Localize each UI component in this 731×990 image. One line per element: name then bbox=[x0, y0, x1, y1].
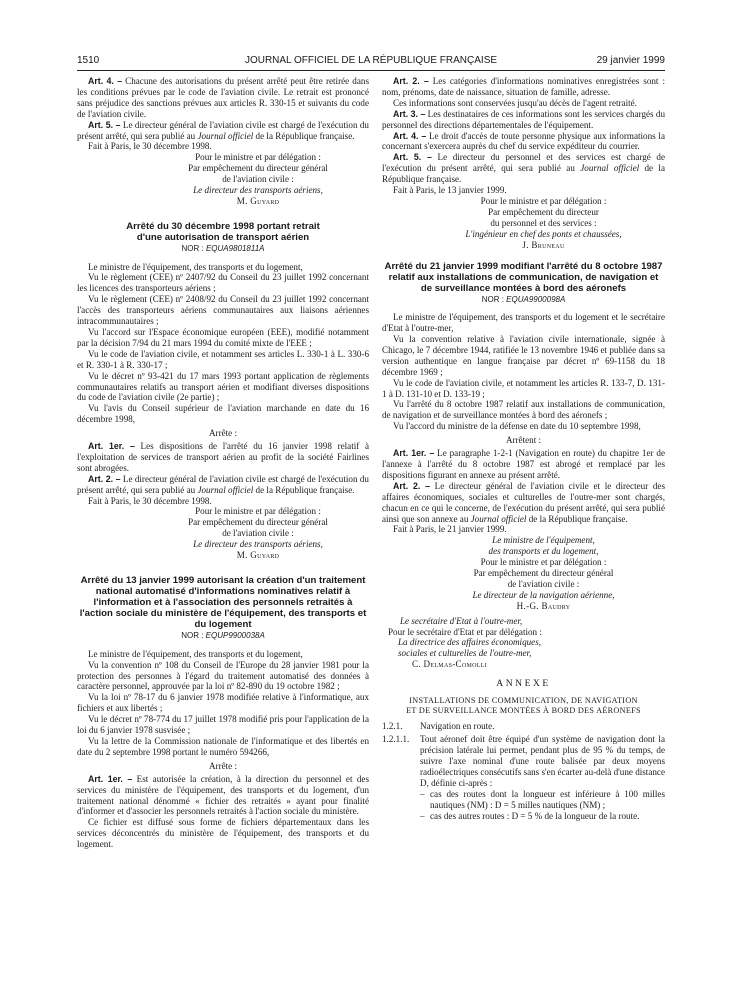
arrete-label: Arrêtent : bbox=[505, 435, 542, 446]
visa: Le ministre de l'équipement, des transports et du logement, bbox=[88, 261, 303, 272]
fait-a-paris: Fait à Paris, le 30 décembre 1998. bbox=[88, 141, 212, 152]
signature-block: Pour le ministre et par délégation : Par empêchement du directeur du personnel et des services : L'ingénieur en chef des ponts et chaussées, J. Bruneau bbox=[465, 195, 622, 250]
annexe-item: 1.2.1. Navigation en route. bbox=[382, 721, 495, 732]
article-2: Art. 2. – Le directeur général de l'aviation civile et le directeur des affaires économiques, sociales et culturelles de l'outre-mer sont chargés, chacun en ce qui le concerne, de l'exécution du présent arrêté, qui sera publié ainsi que son annexe au Journal officiel de la République française. bbox=[382, 480, 665, 524]
visa: Vu le règlement (CEE) nº 2407/92 du Conseil du 23 juillet 1992 concernant les licences des transporteurs aériens ; bbox=[77, 272, 369, 294]
annexe-heading: ANNEXE bbox=[496, 678, 551, 690]
visa: Vu la loi nº 78-17 du 6 janvier 1978 modifiée relative à l'informatique, aux fichiers et aux libertés ; bbox=[77, 692, 369, 714]
article-4: Art. 4. – Le droit d'accès de toute personne physique aux informations la concernant s'exercera auprès du chef du service expéditeur du courrier. bbox=[382, 130, 665, 152]
arrete-title: Arrêté du 30 décembre 1998 portant retrait d'une autorisation de transport aérien bbox=[126, 220, 320, 243]
annexe-dash-item: – cas des autres routes : D = 5 % de la longueur de la route. bbox=[420, 810, 640, 821]
article-2: Art. 2. – Les catégories d'informations nominatives enregistrées sont : nom, prénoms, date de naissance, situation de famille, adresse. bbox=[382, 76, 665, 97]
visa: Vu le décret nº 78-774 du 17 juillet 1978 modifié pris pour l'application de la loi du 6 janvier 1978 susvisée ; bbox=[77, 714, 369, 736]
left-column bbox=[77, 76, 369, 850]
fait-a-paris: Fait à Paris, le 21 janvier 1999. bbox=[393, 524, 507, 535]
visa: Vu le règlement (CEE) nº 2408/92 du Conseil du 23 juillet 1992 concernant l'accès des transporteurs aériens communautaires aux liaisons aériennes intracommunautaires ; bbox=[77, 294, 369, 327]
arrete-label: Arrête : bbox=[208, 760, 238, 771]
paragraph: Ces informations sont conservées jusqu'au décès de l'agent retraité. bbox=[393, 97, 637, 108]
article-1: Art. 1er. – Les dispositions de l'arrêté du 16 janvier 1998 relatif à l'exploitation de services de transport aérien au profit de la société Fairlines sont abrogées. bbox=[77, 441, 369, 473]
fait-a-paris: Fait à Paris, le 13 janvier 1999. bbox=[393, 185, 507, 196]
visa: Vu l'avis du Conseil supérieur de l'aviation marchande en date du 16 décembre 1998, bbox=[77, 403, 369, 425]
nor-reference: NOR : EQUA9900098A bbox=[481, 294, 566, 304]
visa: Le ministre de l'équipement, des transports et du logement, bbox=[88, 648, 303, 659]
visa: Vu le décret nº 93-421 du 17 mars 1993 portant application de règlements communautaires relatifs au transport aérien et modifiant diverses dispositions du code de l'aviation civile (2e partie) ; bbox=[77, 370, 369, 403]
page-number: 1510 bbox=[77, 55, 100, 66]
nor-reference: NOR : EQUP9900038A bbox=[181, 631, 265, 641]
nor-reference: NOR : EQUA9801811A bbox=[181, 243, 265, 253]
article-2: Art. 2. – Le directeur général de l'aviation civile est chargé de l'exécution du présent arrêté, qui sera publié au Journal officiel de la République française. bbox=[77, 473, 369, 495]
signature-block: Pour le ministre et par délégation : Par empêchement du directeur général de l'aviation civile : Le directeur des transports aériens, M. Guyard bbox=[188, 152, 328, 206]
visa: Vu l'accord du ministre de la défense en date du 10 septembre 1998, bbox=[393, 421, 641, 432]
signature-block-secretary: Le secrétaire d'Etat à l'outre-mer, Pour le secrétaire d'Etat et par délégation : La directrice des affaires économiques, sociales et culturelles de l'outre-mer, C. Delmas-Comolli bbox=[388, 615, 542, 670]
right-column bbox=[382, 76, 665, 822]
visa: Le ministre de l'équipement, des transports et du logement et le secrétaire d'Etat à l'outre-mer, bbox=[382, 312, 665, 334]
arrete-title: Arrêté du 21 janvier 1999 modifiant l'arrêté du 8 octobre 1987 relatif aux installations de communication, de navigation et de surveillance montées à bord des aéronefs bbox=[384, 260, 663, 294]
visa: Vu l'accord sur l'Espace économique européen (EEE), modifié notamment par la décision 7/94 du 21 mars 1994 du comité mixte de l'EEE ; bbox=[77, 326, 369, 348]
arrete-title: Arrêté du 13 janvier 1999 autorisant la création d'un traitement national automatisé d'informations nominatives relatif à l'information et à l'association des personnels retraités à l'action sociale du ministère de l'équipement, des transports et du logement bbox=[79, 575, 367, 631]
fait-a-paris: Fait à Paris, le 30 décembre 1998. bbox=[88, 495, 212, 506]
visa: Vu la convention nº 108 du Conseil de l'Europe du 28 janvier 1981 pour la protection des personnes à l'égard du traitement automatisé des données à caractère personnel, approuvée par la loi nº 82-890 du 19 octobre 1982 ; bbox=[77, 659, 369, 692]
visa: Vu la convention relative à l'aviation civile internationale, signée à Chicago, le 7 décembre 1944, ratifiée le 13 novembre 1946 et publiée dans sa version authentique en langue française par décret nº 69-1158 du 18 décembre 1969 ; bbox=[382, 334, 665, 377]
annexe-dash-item: – cas des routes dont la longueur est inférieure à 100 milles nautiques (NM) : D = 5 milles nautiques (NM) ; bbox=[420, 788, 665, 810]
header-rule bbox=[77, 70, 665, 71]
visa: Vu le code de l'aviation civile, et notamment les articles R. 133-7, D. 131-1 à D. 131-10 et D. 133-19 ; bbox=[382, 377, 665, 399]
annexe-subtitle: INSTALLATIONS DE COMMUNICATION, DE NAVIGATION ET DE SURVEILLANCE MONTÉES À BORD DES AÉRONEFS bbox=[406, 695, 641, 715]
visa: Vu l'arrêté du 8 octobre 1987 relatif aux installations de communication, de navigation et de surveillance montées à bord des aéronefs ; bbox=[382, 399, 665, 421]
signature-block-minister: Le ministre de l'équipement, des transports et du logement, Pour le ministre et par délégation : Par empêchement du directeur général de l'aviation civile : Le directeur de la navigation aérienne, H.-G. Baudry bbox=[472, 535, 615, 611]
journal-title: JOURNAL OFFICIEL DE LA RÉPUBLIQUE FRANÇAISE bbox=[244, 55, 498, 66]
visa: Vu le code de l'aviation civile, et notamment ses articles L. 330-1 à L. 330-6 et R. 330-1 à R. 330-17 ; bbox=[77, 348, 369, 370]
signature-block: Pour le ministre et par délégation : Par empêchement du directeur général de l'aviation civile : Le directeur des transports aériens, M. Guyard bbox=[188, 506, 328, 561]
visa: Vu la lettre de la Commission nationale de l'informatique et des libertés en date du 2 septembre 1998 portant le numéro 594266, bbox=[77, 736, 369, 757]
paragraph: Ce fichier est diffusé sous forme de fichiers départementaux dans les services déconcentrés du ministère de l'équipement, des transports et du logement. bbox=[77, 817, 369, 850]
article-5: Art. 5. – Le directeur du personnel et des services est chargé de l'exécution du présent arrêté, qui sera publié au Journal officiel de la République française. bbox=[382, 152, 665, 185]
arrete-label: Arrête : bbox=[208, 428, 238, 439]
article-3: Art. 3. – Les destinataires de ces informations sont les services chargés du personnel des directions départementales de l'équipement. bbox=[382, 108, 665, 130]
article-4: Art. 4. – Chacune des autorisations du présent arrêté peut être retirée dans les conditions prévues par le code de l'aviation civile. Le retrait est prononcé sans préjudice des sanctions prévues aux articles R. 330-15 et suivants du code de l'aviation civile. bbox=[77, 76, 369, 119]
issue-date: 29 janvier 1999 bbox=[596, 55, 665, 66]
page-header bbox=[77, 55, 665, 69]
article-1: Art. 1er. – Le paragraphe 1-2-1 (Navigation en route) du chapitre 1er de l'annexe à l'arrêté du 8 octobre 1987 est abrogé et remplacé par les dispositions figurant en annexe au présent arrêté. bbox=[382, 448, 665, 480]
annexe-item: 1.2.1.1. Tout aéronef doit être équipé d'un système de navigation dont la précision latérale lui permet, pendant plus de 95 % du temps, de suivre l'axe nominal d'une route balisée par deux moyens radioélectriques consécutifs sans s'en écarter au-delà d'une distance D, définie ci-après : – cas des routes dont la longueur est inférieure à 100 milles nautiques (NM) : D = 5 milles nautiques (NM) ; – cas des autres routes : D = 5 % de la longueur de la route. bbox=[382, 734, 665, 821]
article-1: Art. 1er. – Est autorisée la création, à la direction du personnel et des services du ministère de l'équipement, des transports et du logement, d'un traitement national dénommé « fichier des retraités » ayant pour finalité d'informer et d'associer les personnels retraités à l'action sociale du ministère. bbox=[77, 773, 369, 817]
article-5: Art. 5. – Le directeur général de l'aviation civile est chargé de l'exécution du présent arrêté, qui sera publié au Journal officiel de la République française. bbox=[77, 119, 369, 141]
